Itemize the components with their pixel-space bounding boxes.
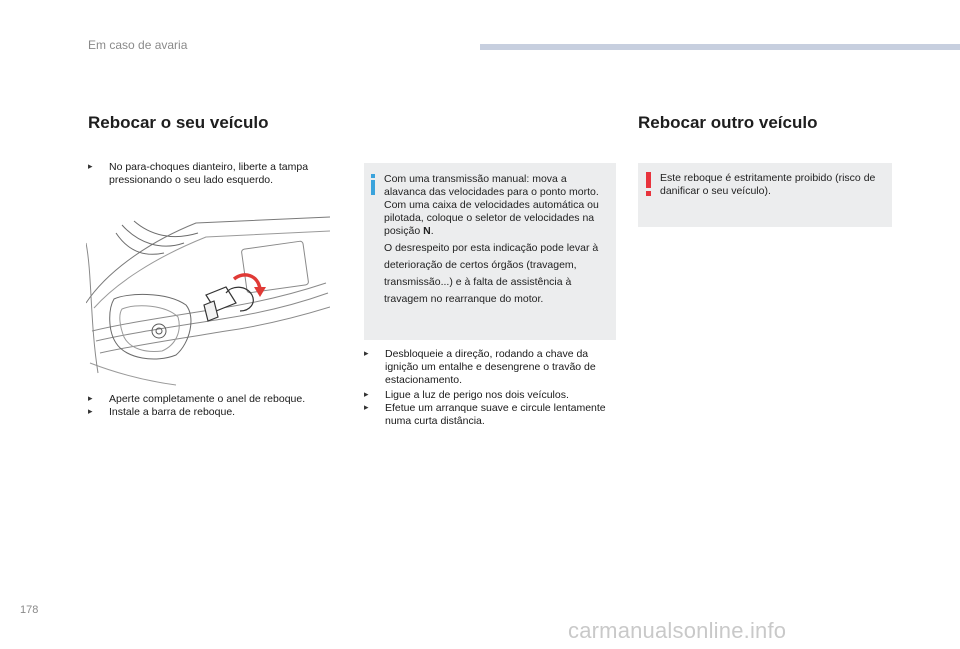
step-tighten-ring	[88, 393, 348, 406]
chapter-title: Em caso de avaria	[88, 38, 188, 52]
warning-icon	[646, 172, 651, 196]
info-automatic-end: .	[430, 225, 434, 237]
step-release-cover	[88, 161, 344, 187]
info-automatic-gearbox	[384, 199, 606, 238]
step-install-bar	[88, 406, 348, 419]
section-title-tow-your-vehicle: Rebocar o seu veículo	[88, 113, 269, 132]
watermark: carmanualsonline.info	[568, 618, 787, 643]
gear-position-n: N	[423, 225, 431, 237]
step-text: Aperte completamente o anel de reboque.	[109, 393, 306, 405]
warning-box	[638, 163, 892, 227]
bullet-icon: ▸	[88, 407, 93, 417]
bullet-icon: ▸	[88, 162, 93, 172]
chapter-bar	[480, 44, 960, 50]
step-unlock-steering	[364, 348, 606, 387]
bullet-icon: ▸	[364, 349, 369, 359]
section-title-tow-other-vehicle: Rebocar outro veículo	[638, 113, 818, 132]
bullet-icon: ▸	[364, 390, 369, 400]
info-automatic-text: Com uma caixa de velocidades automática ou pilotada, coloque o seletor de velocidades na posição	[384, 199, 599, 237]
bullet-icon: ▸	[88, 394, 93, 404]
step-text: Instale a barra de reboque.	[109, 406, 236, 418]
info-manual-gearbox: Com uma transmissão manual: mova a alavanca das velocidades para o ponto morto.	[384, 173, 599, 198]
step-text: Efetue um arranque suave e circule lentamente numa curta distância.	[385, 402, 606, 427]
warning-text: Este reboque é estritamente proibido (risco de danificar o seu veículo).	[660, 172, 876, 197]
towing-eye-illustration	[86, 213, 330, 387]
step-gentle-start	[364, 402, 606, 428]
info-warning-consequences: O desrespeito por esta indicação pode levar à deterioração de certos órgãos (travagem, transmissão...) e à falta de assistência à travagem no rearranque do motor.	[384, 242, 599, 305]
step-text: No para-choques dianteiro, liberte a tampa pressionando o seu lado esquerdo.	[109, 161, 309, 186]
step-text: Ligue a luz de perigo nos dois veículos.	[385, 389, 569, 401]
info-box	[364, 163, 616, 340]
info-icon	[371, 174, 375, 195]
step-hazard-lights	[364, 389, 606, 402]
step-text: Desbloqueie a direção, rodando a chave da ignição um entalhe e desengrene o travão de estacionamento.	[385, 348, 596, 386]
page-number: 178	[20, 604, 39, 616]
bullet-icon: ▸	[364, 403, 369, 413]
